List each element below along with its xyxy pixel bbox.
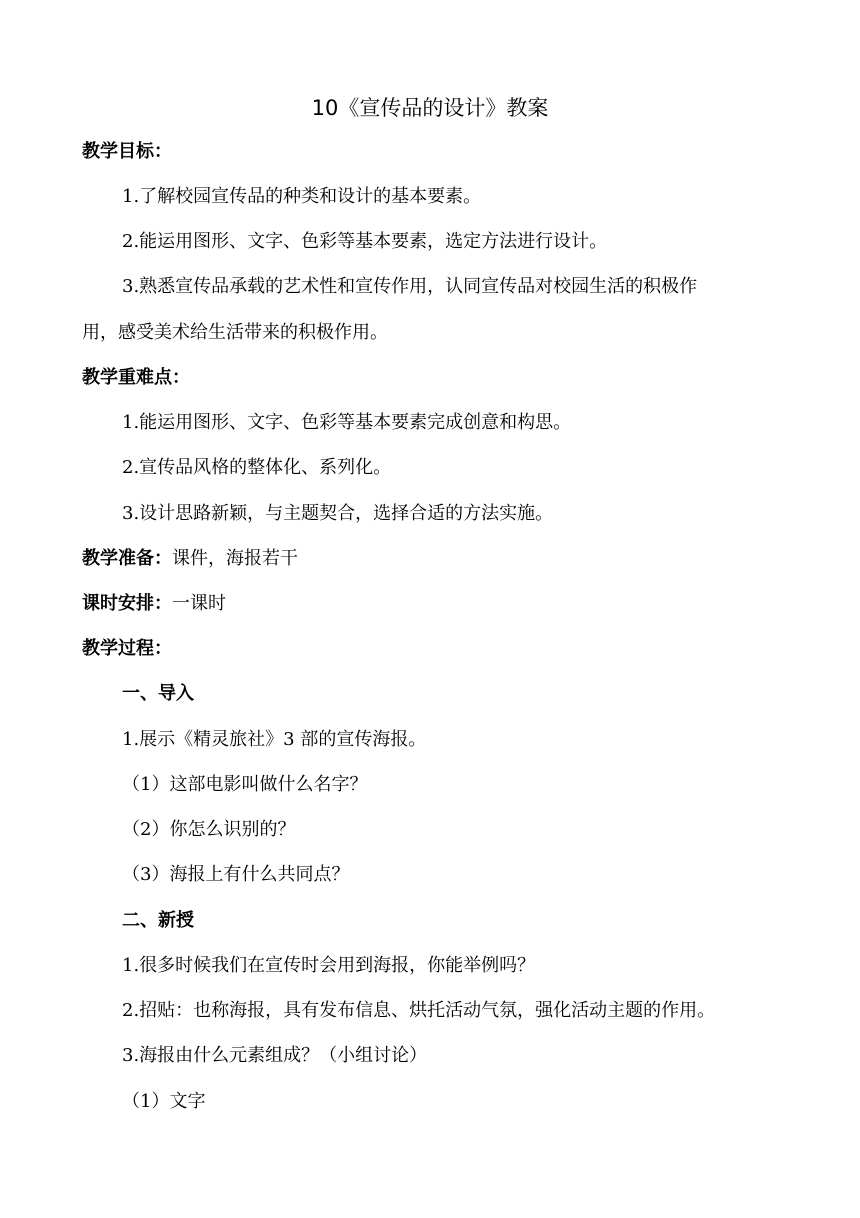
process-heading: 教学过程：	[82, 638, 172, 659]
new-item-3-sub-1: （1）文字	[122, 1091, 206, 1112]
intro-item-1: 1.展示《精灵旅社》3 部的宣传海报。	[122, 729, 427, 750]
goal-item-1: 1.了解校园宣传品的种类和设计的基本要素。	[122, 186, 482, 207]
new-heading: 二、新授	[122, 910, 194, 931]
prep-text: 课件，海报若干	[172, 548, 298, 569]
keypoint-item-2: 2.宣传品风格的整体化、系列化。	[122, 457, 392, 478]
goal-item-3-continued: 用，感受美术给生活带来的积极作用。	[82, 322, 388, 343]
keypoints-heading: 教学重难点：	[82, 367, 190, 388]
schedule-text: 一课时	[172, 593, 226, 614]
goals-heading: 教学目标：	[82, 141, 172, 162]
new-item-1: 1.很多时候我们在宣传时会用到海报，你能举例吗？	[122, 955, 536, 976]
prep-line	[82, 548, 298, 570]
intro-heading: 一、导入	[122, 683, 194, 704]
intro-question-1: （1）这部电影叫做什么名字？	[122, 774, 368, 795]
schedule-line	[82, 593, 226, 615]
intro-question-2: （2）你怎么识别的？	[122, 819, 296, 840]
schedule-heading: 课时安排：	[82, 593, 172, 614]
goal-item-3: 3.熟悉宣传品承载的艺术性和宣传作用，认同宣传品对校园生活的积极作	[122, 276, 698, 297]
new-item-2: 2.招贴：也称海报，具有发布信息、烘托活动气氛，强化活动主题的作用。	[122, 1000, 716, 1021]
goal-item-2: 2.能运用图形、文字、色彩等基本要素，选定方法进行设计。	[122, 231, 608, 252]
prep-heading: 教学准备：	[82, 548, 172, 569]
keypoint-item-3: 3.设计思路新颖，与主题契合，选择合适的方法实施。	[122, 503, 554, 524]
intro-question-3: （3）海报上有什么共同点？	[122, 864, 350, 885]
document-title: 10《宣传品的设计》教案	[311, 96, 549, 120]
keypoint-item-1: 1.能运用图形、文字、色彩等基本要素完成创意和构思。	[122, 412, 572, 433]
new-item-3: 3.海报由什么元素组成？（小组讨论）	[122, 1045, 428, 1066]
